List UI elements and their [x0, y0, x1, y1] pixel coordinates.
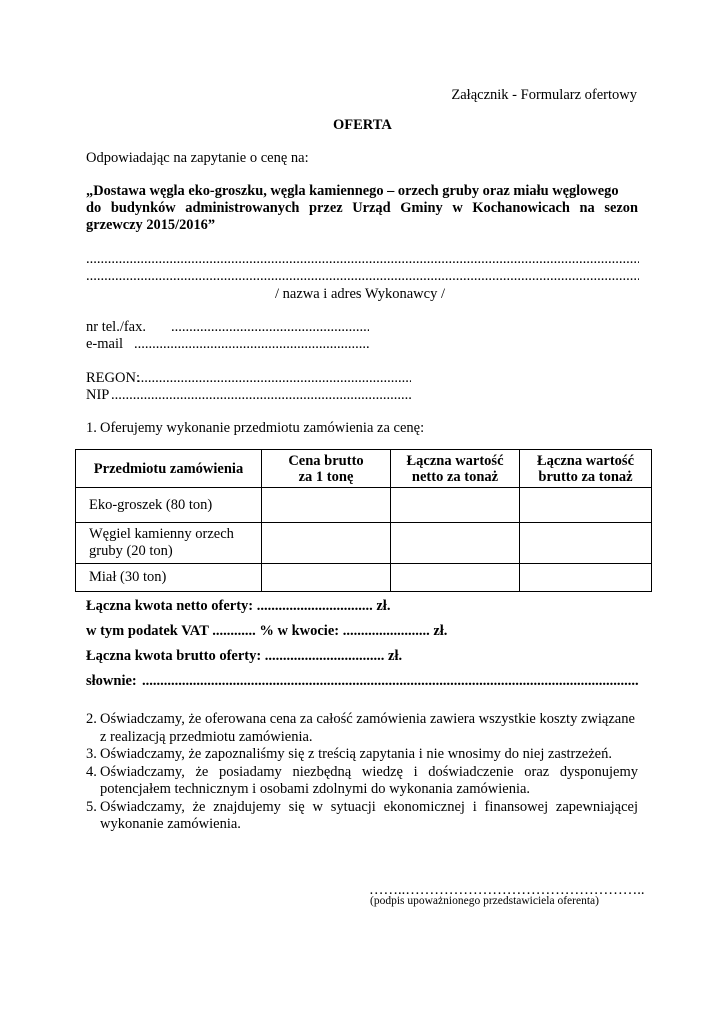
header-unit-price-line2: za 1 tonę: [298, 468, 354, 485]
statements-list: [86, 711, 638, 834]
table-row: [76, 523, 652, 564]
signature-caption: (podpis upoważnionego przedstawiciela oferenta): [370, 895, 599, 907]
list-item: [86, 799, 638, 834]
header-net-total: [391, 450, 520, 488]
header-net-total-line1: Łączna wartość: [406, 452, 504, 469]
table-row: [76, 564, 652, 592]
list-item-number: 3.: [86, 746, 97, 762]
row-item-name: Eko-groszek (80 ton): [76, 488, 262, 523]
amount-in-words-field[interactable]: [142, 673, 638, 690]
list-item-text: Oświadczamy, że znajdujemy się w sytuacji ekonomicznej i finansowej zapewniającej wykonanie zamówienia.: [100, 798, 638, 832]
subject-line-1: „Dostawa węgla eko-groszku, węgla kamiennego – orzech gruby oraz miału węglowego: [86, 183, 619, 199]
row-net-total-cell[interactable]: [391, 488, 520, 523]
header-net-total-line2: netto za tonaż: [411, 468, 499, 485]
row-gross-total-cell[interactable]: [520, 488, 652, 523]
header-unit-price: [262, 450, 391, 488]
total-gross-line[interactable]: Łączna kwota brutto oferty: ................................. zł.: [86, 648, 403, 664]
subject-line-3: grzewczy 2015/2016”: [86, 217, 216, 233]
row-gross-total-cell[interactable]: [520, 523, 652, 564]
row-item-name: [76, 523, 262, 564]
row-unit-price-cell[interactable]: [262, 523, 391, 564]
row-net-total-cell[interactable]: [391, 564, 520, 592]
row-gross-total-cell[interactable]: [520, 564, 652, 592]
row-item-name-line1: Węgiel kamienny orzech: [89, 526, 234, 542]
total-vat-line[interactable]: w tym podatek VAT ............ % w kwocie: ........................ zł.: [86, 623, 448, 639]
email-label: e-mail: [86, 336, 124, 352]
header-gross-total-line2: brutto za tonaż: [538, 468, 633, 485]
intro-text: Odpowiadając na zapytanie o cenę na:: [86, 150, 309, 166]
list-item-text: Oświadczamy, że oferowana cena za całość zamówienia zawiera wszystkie koszty związane: [100, 711, 635, 727]
phone-field[interactable]: [171, 319, 369, 336]
list-item-number: 5.: [86, 798, 97, 815]
table-header-row: [76, 450, 652, 488]
contractor-caption: / nazwa i adres Wykonawcy /: [275, 286, 445, 302]
list-item: [86, 711, 638, 746]
table-row: [76, 488, 652, 523]
subject-line-2: do budynków administrowanych przez Urząd Gminy w Kochanowicach na sezon: [86, 200, 638, 216]
list-item-number: 4.: [86, 763, 97, 780]
contractor-name-line-2[interactable]: [86, 268, 639, 285]
header-gross-total: [520, 450, 652, 488]
list-item-number: 2.: [86, 711, 97, 727]
row-unit-price-cell[interactable]: [262, 564, 391, 592]
header-gross-total-line1: Łączna wartość: [536, 452, 635, 469]
offer-table: [75, 449, 652, 592]
regon-field[interactable]: [137, 370, 411, 387]
total-net-line[interactable]: Łączna kwota netto oferty: ................................ zł.: [86, 598, 391, 614]
row-net-total-cell[interactable]: [391, 523, 520, 564]
regon-label: REGON:: [86, 370, 140, 386]
header-item: Przedmiotu zamówienia: [76, 450, 262, 488]
email-field[interactable]: [134, 336, 369, 353]
row-item-name: Miał (30 ton): [76, 564, 262, 592]
row-unit-price-cell[interactable]: [262, 488, 391, 523]
list-item-text: Oświadczamy, że zapoznaliśmy się z treścią zapytania i nie wnosimy do niej zastrzeżeń.: [100, 746, 612, 762]
signature-line[interactable]: ……..…………………………………………..: [369, 882, 645, 898]
phone-label-text: nr tel./fax.: [86, 319, 146, 335]
amount-in-words-label: słownie:: [86, 673, 137, 689]
list-item-text: Oświadczamy, że posiadamy niezbędną wiedzę i doświadczenie oraz dysponujemy potencjałem technicznym i osobami zdolnymi do wykonania zamówienia.: [100, 763, 638, 797]
contractor-name-line-1[interactable]: [86, 251, 639, 268]
nip-field[interactable]: [111, 387, 411, 404]
phone-label: [86, 319, 146, 336]
header-unit-price-line1: Cena brutto: [288, 452, 364, 469]
offer-point-text: Oferujemy wykonanie przedmiotu zamówienia za cenę:: [100, 420, 425, 436]
list-item-text-continued: z realizacją przedmiotu zamówienia.: [100, 728, 313, 745]
row-item-name-line2: gruby (20 ton): [89, 543, 173, 559]
list-item: [86, 746, 638, 764]
nip-label: NIP: [86, 387, 110, 403]
page-title: OFERTA: [333, 117, 392, 133]
offer-point-number: 1.: [86, 420, 97, 436]
attachment-label: Załącznik - Formularz ofertowy: [451, 87, 637, 103]
list-item: [86, 764, 638, 799]
